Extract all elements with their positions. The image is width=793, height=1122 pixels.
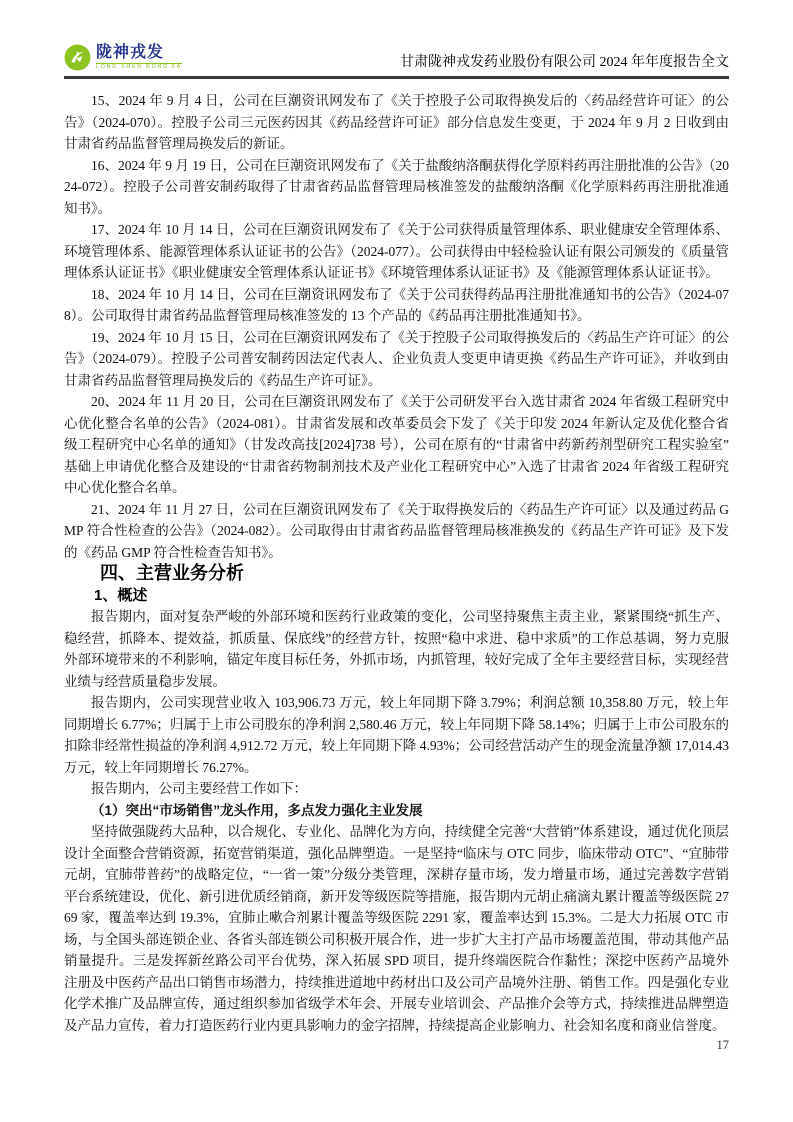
event-paragraph-18: 18、2024 年 10 月 14 日，公司在巨潮资讯网发布了《关于公司获得药品再注册批准通知书的公告》（2024-078）。公司取得甘肃省药品监督管理局核准签发的 13 个产品的《药品再注册批准通知书》。 <box>64 286 729 323</box>
event-paragraph-20: 20、2024 年 11 月 20 日，公司在巨潮资讯网发布了《关于公司研发平台入选甘肃省 2024 年省级工程研究中心优化整合名单的公告》（2024-081）。甘肃省发展和改革委员会下发了《关于印发 2024 年新认定及优化整合省级工程研究中心名单的通知》（甘发改高技[2024]738 号），公司在原有的“甘肃省中药新药剂型研究工程实验室”基础上申请优化整合及建设的“甘肃省药物制剂技术及产业化工程研究中心”入选了甘肃省 2024 年省级工程研究中心优化整合名单。 <box>64 394 729 495</box>
page-header <box>64 44 729 79</box>
overview-paragraph-1: 报告期内，面对复杂严峻的外部环境和医药行业政策的变化，公司坚持聚焦主责主业，紧紧围绕“抓生产、稳经营，抓降本、提效益，抓质量、保底线”的经营方针，按照“稳中求进、稳中求质”的工作总基调，努力克服外部环境带来的不利影响，锚定年度目标任务，外抓市场，内抓管理，较好完成了全年主要经营目标，实现经营业绩与经营质量稳步发展。 <box>64 609 729 689</box>
logo-sprout-icon <box>64 44 91 71</box>
point1-body: 坚持做强陇药大品种，以合规化、专业化、品牌化为方向，持续健全完善“大营销”体系建设，通过优化顶层设计全面整合营销资源，拓宽营销渠道，强化品牌塑造。一是坚持“临床与 OTC 同步，临床带动 OTC”、“宜肺带元胡，宜肺带普药”的战略定位，“一省一策”分级分类管理，深耕存量市场，发力增量市场，通过完善数字营销平台系统建设，优化、新引进优质经销商，新开发等级医院等措施，报告期内元胡止痛滴丸累计覆盖等级医院 2769 家，覆盖率达到 19.3%，宜肺止嗽合剂累计覆盖等级医院 2291 家，覆盖率达到 15.3%。二是大力拓展 OTC 市场，与全国头部连锁企业、各省头部连锁公司积极开展合作，进一步扩大主打产品市场覆盖范围，带动其他产品销量提升。三是发挥新丝路公司平台优势，深入拓展 SPD 项目，提升终端医院合作黏性；深挖中医药产品境外注册及中医药产品出口销售市场潜力，持续推进道地中药材出口及公司产品境外注册、销售工作。四是强化专业化学术推广及品牌宣传，通过组织参加省级学术年会、开展专业培训会、产品推介会等方式，持续推进品牌塑造及产品力宣传，着力打造医药行业内更具影响力的金字招牌，持续提高企业影响力、社会知名度和商业信誉度。 <box>64 824 729 1033</box>
overview-paragraph-3: 报告期内，公司主要经营工作如下： <box>91 781 307 796</box>
event-paragraph-15: 15、2024 年 9 月 4 日，公司在巨潮资讯网发布了《关于控股子公司取得换发后的〈药品经营许可证〉的公告》（2024-070）。控股子公司三元医药因其《药品经营许可证》部分信息发生变更，于 2024 年 9 月 2 日收到由甘肃省药品监督管理局换发后的新证。 <box>64 93 729 151</box>
logo-text <box>96 45 182 71</box>
section-heading-main-business-analysis: 四、主营业务分析 <box>100 563 244 583</box>
event-paragraph-21: 21、2024 年 11 月 27 日，公司在巨潮资讯网发布了《关于取得换发后的〈药品生产许可证〉以及通过药品 GMP 符合性检查的公告》（2024-082）。公司取得由甘肃省药品监督管理局核准换发的《药品生产许可证》及下发的《药品 GMP 符合性检查告知书》。 <box>64 501 729 560</box>
overview-paragraph-2: 报告期内，公司实现营业收入 103,906.73 万元，较上年同期下降 3.79%；利润总额 10,358.80 万元，较上年同期增长 6.77%；归属于上市公司股东的净利润 2,580.46 万元，较上年同期下降 58.14%；归属于上市公司股东的扣除非经常性损益的净利润 4,912.72 万元，较上年同期下降 4.93%；公司经营活动产生的现金流量净额 17,014.43 万元，较上年同期增长 76.27%。 <box>64 695 729 775</box>
sub-heading-overview: 1、概述 <box>94 586 148 604</box>
event-paragraph-16: 16、2024 年 9 月 19 日，公司在巨潮资讯网发布了《关于盐酸纳洛酮获得化学原料药再注册批准的公告》（2024-072）。控股子公司普安制药取得了甘肃省药品监督管理局核准签发的盐酸纳洛酮《化学原料药再注册批准通知书》。 <box>64 157 729 216</box>
report-body <box>64 90 729 1036</box>
logo-brand-cn: 陇神戎发 <box>96 43 165 61</box>
event-paragraph-17: 17、2024 年 10 月 14 日，公司在巨潮资讯网发布了《关于公司获得质量管理体系、职业健康安全管理体系、环境管理体系、能源管理体系认证证书的公告》（2024-077）。公司获得由中轻检验认证有限公司颁发的《质量管理体系认证证书》《职业健康安全管理体系认证证书》《环境管理体系认证证书》及《能源管理体系认证证书》。 <box>64 222 729 280</box>
page-number: 17 <box>716 1038 729 1052</box>
company-logo <box>64 44 182 71</box>
event-paragraph-19: 19、2024 年 10 月 15 日，公司在巨潮资讯网发布了《关于控股子公司取得换发后的〈药品生产许可证〉的公告》（2024-079）。控股子公司普安制药因法定代表人、企业负责人变更申请更换《药品生产许可证》，并收到由甘肃省药品监督管理局换发后的《药品生产许可证》。 <box>64 329 729 388</box>
point1-heading: （1）突出“市场销售”龙头作用，多点发力强化主业发展 <box>91 802 423 818</box>
document-title: 甘肃陇神戎发药业股份有限公司 2024 年年度报告全文 <box>400 55 729 70</box>
logo-brand-en: LONG SHEN RONG FA <box>96 63 182 70</box>
